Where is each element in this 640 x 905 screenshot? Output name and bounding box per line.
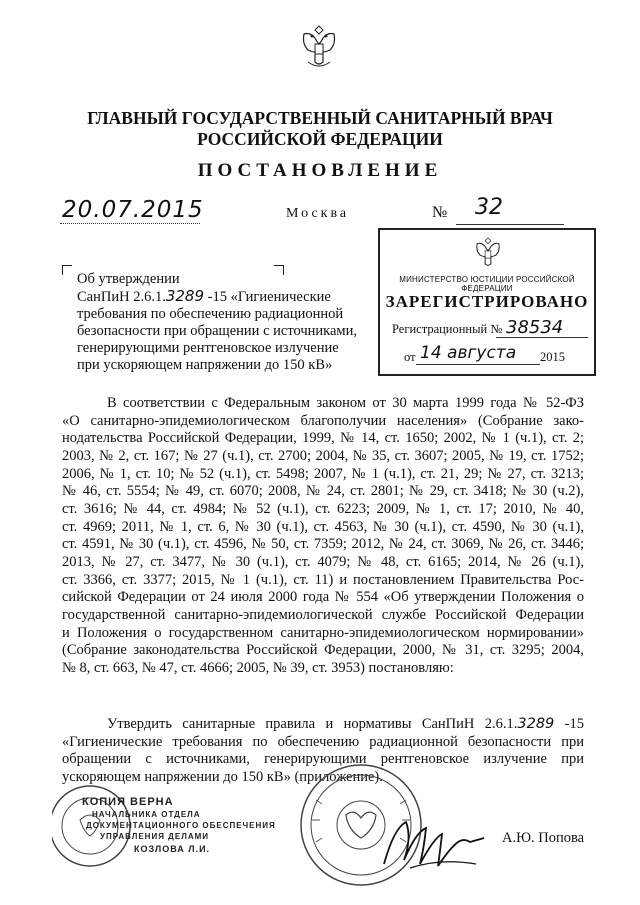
coat-of-arms-icon: [296, 22, 342, 72]
paragraph-line: (Собрание законодательства Российской Федерации, 2000, № 31, ст. 3295; 2004,: [62, 642, 584, 659]
copy-stamp-line: УПРАВЛЕНИЯ ДЕЛАМИ: [100, 832, 210, 841]
paragraph-line: ст. 3616; № 44, ст. 4984; № 52 (ч.1), ст. 6223; 2009, № 1, ст. 17; 2010, № 40,: [62, 500, 584, 517]
stamp-reg-number: 38534: [506, 317, 564, 338]
paragraph-line: государственной санитарно-эпидемиологической службе Российской Федерации: [62, 606, 584, 623]
paragraph-line: [62, 716, 584, 734]
paragraph-line: сийской Федерации от 24 июля 2000 года № 554 «Об утверждении Положения о: [62, 589, 584, 606]
paragraph-line: обращении с источниками, генерирующими рентгеновское излучение при: [62, 751, 584, 768]
subject-line: при ускоряющем напряжении до 150 кВ»: [77, 357, 333, 373]
handwritten-number: 3289: [517, 716, 555, 732]
stamp-date-underline: [416, 364, 540, 365]
paragraph-line: ст. 4591, № 30 (ч.1), ст. 4596, № 50, ст. 7359; 2012, № 24, ст. 3069, № 26, ст. 3446;: [62, 536, 584, 553]
subject-bracket-left: [62, 265, 72, 275]
document-subject: [77, 271, 377, 374]
document-type: ПОСТАНОВЛЕНИЕ: [197, 160, 443, 181]
paragraph-line: и Положения о государственном санитарно-эпидемиологическом нормировании»: [62, 624, 584, 641]
subject-line: безопасности при обращении с источниками,: [77, 323, 357, 339]
paragraph-text: Утвердить санитарные правила и нормативы СанПиН 2.6.1.: [107, 716, 518, 732]
copy-stamp-line: НАЧАЛЬНИКА ОТДЕЛА: [92, 810, 201, 819]
signature-icon: [380, 808, 490, 878]
document-number: 32: [475, 195, 503, 220]
paragraph-line: В соответствии с Федеральным законом от 30 марта 1999 года № 52-ФЗ: [107, 395, 584, 411]
stamp-reg-label: Регистрационный №: [392, 322, 503, 336]
subject-line: генерирующими рентгеновское излучение: [77, 340, 339, 356]
paragraph-text: -15: [564, 716, 584, 732]
handwritten-number: 3289: [165, 287, 205, 305]
subject-line: [77, 288, 377, 306]
subject-line: требования по обеспечению радиационной: [77, 306, 344, 322]
stamp-registered: ЗАРЕГИСТРИРОВАНО: [385, 292, 589, 311]
stamp-year: 2015: [540, 350, 565, 364]
stamp-ministry: МИНИСТЕРСТВО ЮСТИЦИИ РОССИЙСКОЙ ФЕДЕРАЦИИ: [399, 275, 575, 293]
document-date: 20.07.2015: [62, 197, 204, 223]
paragraph-line: ускоряющем напряжении до 150 кВ» (приложение).: [62, 768, 383, 785]
subject-line: Об утверждении: [77, 271, 180, 287]
paragraph-line: «Гигиенические требования по обеспечению радиационной безопасности при: [62, 733, 584, 750]
round-seal-icon: [52, 770, 212, 890]
stamp-reg-underline: [496, 337, 588, 338]
number-underline: [456, 224, 564, 225]
date-underline: [60, 223, 200, 224]
copy-stamp-line: ДОКУМЕНТАЦИОННОГО ОБЕСПЕЧЕНИЯ: [86, 821, 276, 830]
coat-of-arms-icon: [471, 235, 505, 271]
paragraph-line: № 8, ст. 663, № 47, ст. 4666; 2005, № 39, ст. 3953) постановляю:: [62, 659, 454, 676]
copy-stamp-line: КОПИЯ ВЕРНА: [82, 796, 174, 808]
stamp-date-value: 14 августа: [420, 343, 517, 363]
paragraph-line: 2013, № 27, ст. 3477, № 30 (ч.1), ст. 4079; № 48, ст. 6165; 2014, № 26 (ч.1),: [62, 553, 584, 570]
paragraph-line: ст. 3366, ст. 3377; 2015, № 1 (ч.1), ст. 11) и постановлением Правительства Рос-: [62, 571, 584, 588]
paragraph-line: ст. 4969; 2011, № 1, ст. 6, № 30 (ч.1), ст. 4563, № 30 (ч.1), ст. 4590, № 30 (ч.1),: [62, 518, 584, 535]
signatory-name: А.Ю. Попова: [502, 830, 585, 846]
subject-text: -15 «Гигиенические: [207, 289, 331, 305]
subject-text: СанПиН 2.6.1.: [77, 289, 166, 305]
copy-stamp-line: КОЗЛОВА Л.И.: [134, 844, 211, 854]
issuer-title-line2: РОССИЙСКОЙ ФЕДЕРАЦИИ: [197, 129, 443, 149]
paragraph-line: 2006, № 1, ст. 10; № 52 (ч.1), ст. 5498; 2007, № 1 (ч.1), ст. 21, 29; № 27, ст. 3213;: [62, 465, 584, 482]
paragraph-line: «О санитарно-эпидемиологическом благополучии населения» (Собрание зако-: [62, 412, 584, 429]
registration-stamp: [378, 228, 596, 376]
paragraph-line: 2003, № 2, ст. 167; № 27 (ч.1), ст. 2700; 2004, № 35, ст. 3607; 2005, № 19, ст. 1752;: [62, 447, 584, 464]
issuer-title-line1: ГЛАВНЫЙ ГОСУДАРСТВЕННЫЙ САНИТАРНЫЙ ВРАЧ: [87, 108, 553, 128]
document-city: Москва: [286, 206, 350, 221]
paragraph-line: № 46, ст. 5554; № 49, ст. 6070; 2008, № 24, ст. 2801; № 29, ст. 3418; № 30 (ч.2),: [62, 483, 584, 500]
number-label: №: [432, 204, 448, 221]
preamble-paragraph: [62, 395, 584, 678]
paragraph-line: нодательства Российской Федерации, 1999, № 14, ст. 1650; 2002, № 1 (ч.1), ст. 2;: [62, 430, 584, 447]
stamp-date-label: от: [404, 350, 416, 364]
